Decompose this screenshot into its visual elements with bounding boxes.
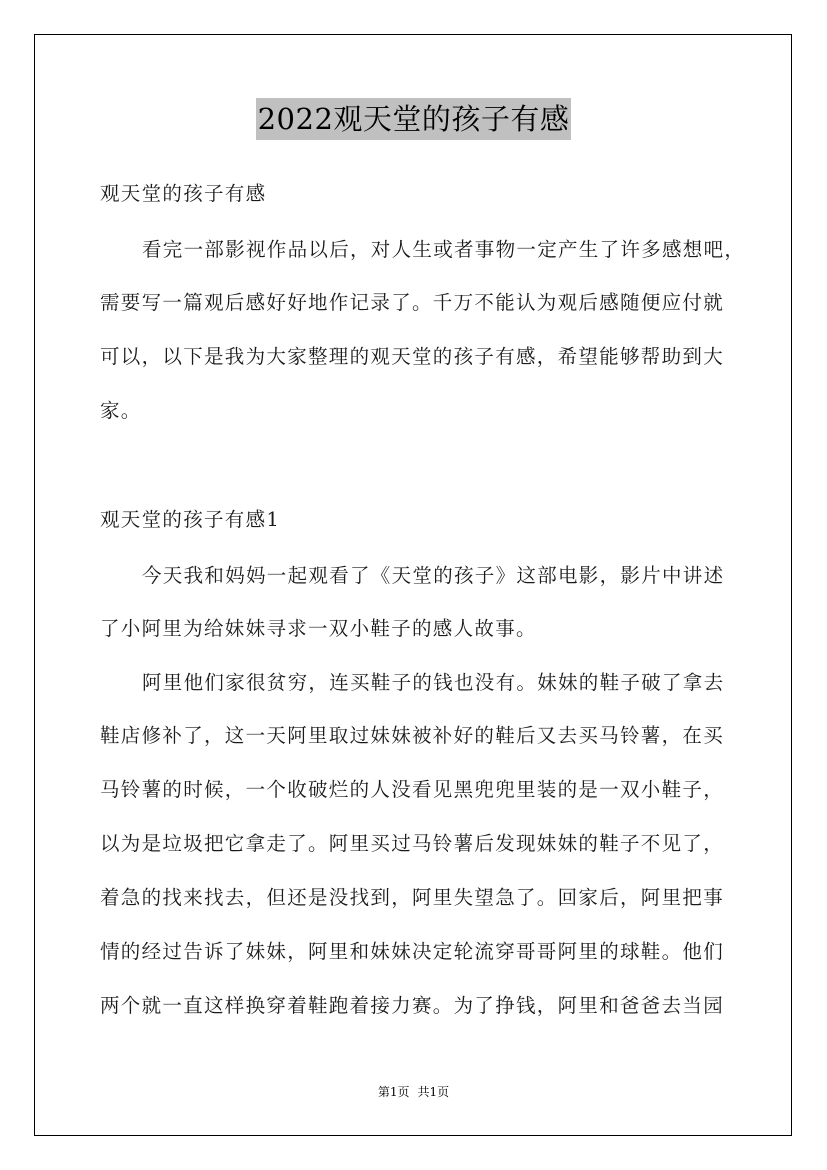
paragraph-line: 鞋店修补了，这一天阿里取过妹妹被补好的鞋后又去买马铃薯，在买 [100, 724, 725, 747]
title-container [0, 98, 827, 140]
paragraph-line: 家。 [100, 399, 142, 422]
section-heading: 观天堂的孩子有感1 [100, 508, 281, 531]
paragraph-line: 需要写一篇观后感好好地作记录了。千万不能认为观后感随便应付就 [100, 291, 725, 314]
page-number: 第1页 [377, 1085, 410, 1099]
paragraph-line: 阿里他们家很贫穷，连买鞋子的钱也没有。妹妹的鞋子破了拿去 [142, 671, 725, 694]
paragraph-line: 看完一部影视作品以后，对人生或者事物一定产生了许多感想吧， [142, 238, 746, 261]
page-footer [0, 1084, 827, 1100]
paragraph-line: 了小阿里为给妹妹寻求一双小鞋子的感人故事。 [100, 617, 537, 640]
document-title: 2022观天堂的孩子有感 [256, 98, 572, 140]
paragraph-line: 以为是垃圾把它拿走了。阿里买过马铃薯后发现妹妹的鞋子不见了， [100, 832, 725, 855]
paragraph-line: 着急的找来找去，但还是没找到，阿里失望急了。回家后，阿里把事 [100, 886, 725, 909]
page-total: 共1页 [417, 1085, 450, 1099]
section-heading: 观天堂的孩子有感 [100, 182, 267, 205]
paragraph-line: 今天我和妈妈一起观看了《天堂的孩子》这部电影，影片中讲述 [142, 564, 725, 587]
paragraph-line: 两个就一直这样换穿着鞋跑着接力赛。为了挣钱，阿里和爸爸去当园 [100, 994, 725, 1017]
paragraph-line: 情的经过告诉了妹妹，阿里和妹妹决定轮流穿哥哥阿里的球鞋。他们 [100, 940, 725, 963]
paragraph-line: 可以，以下是我为大家整理的观天堂的孩子有感，希望能够帮助到大 [100, 345, 725, 368]
paragraph-line: 马铃薯的时候，一个收破烂的人没看见黑兜兜里装的是一双小鞋子， [100, 778, 725, 801]
